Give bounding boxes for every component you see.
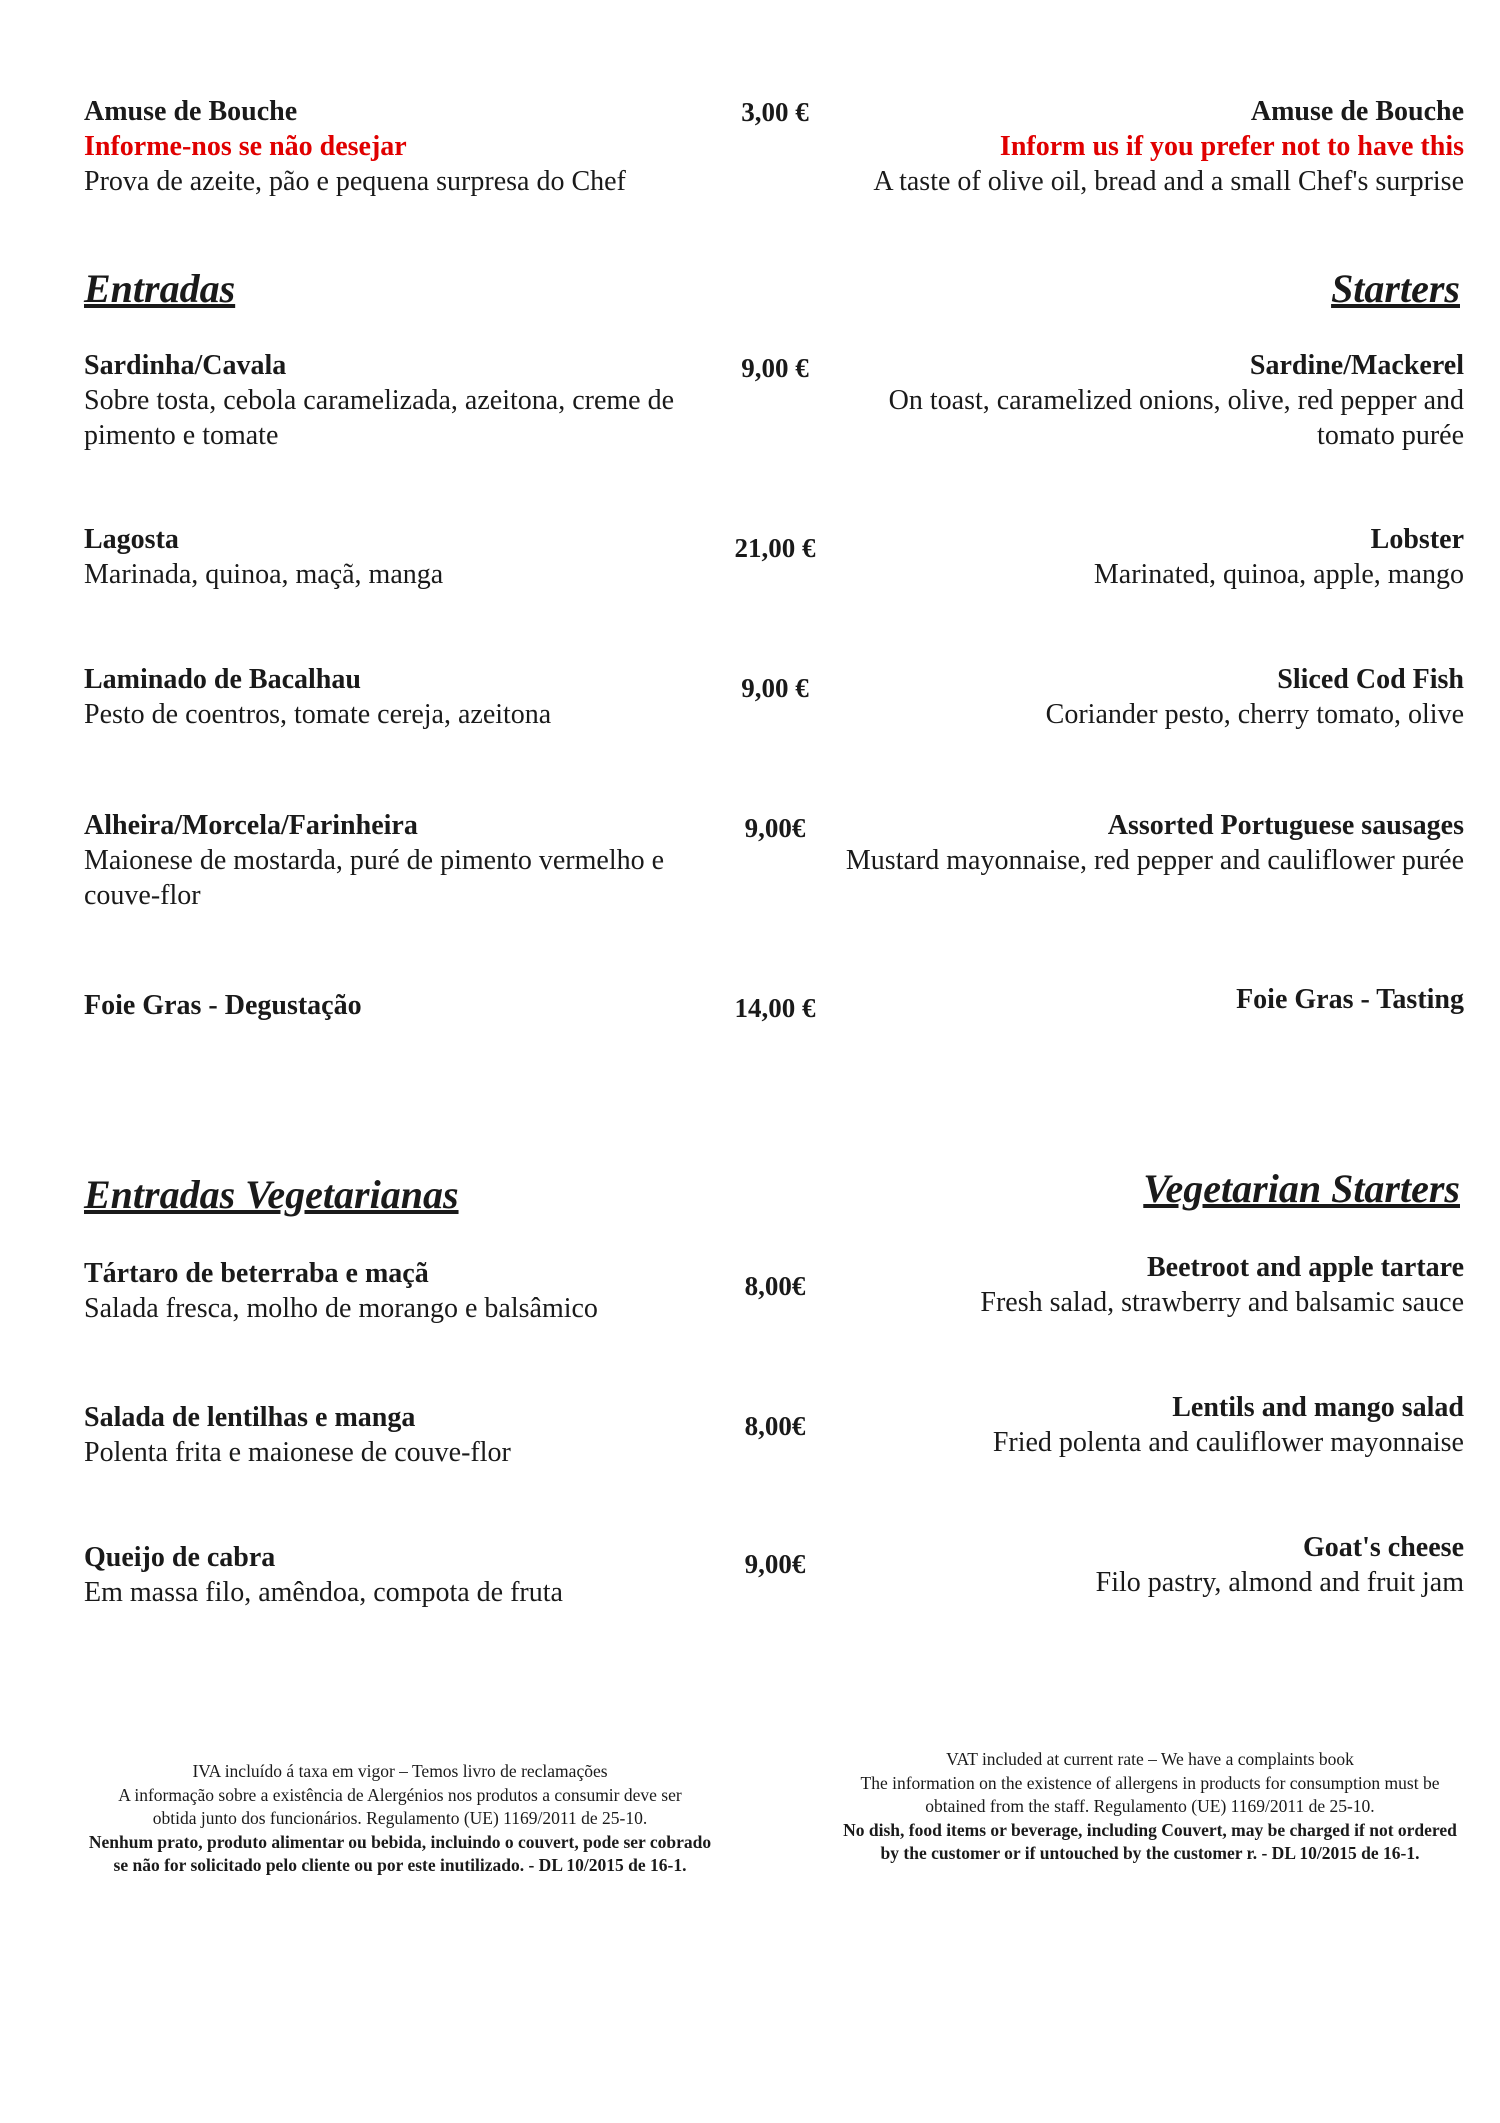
item-pt-name: Laminado de Bacalhau xyxy=(84,664,361,695)
footer-en-legal: No dish, food items or beverage, including Couvert, may be charged if not ordered by the customer or if untouched by the customer r. - DL 10/2015 de 16-1. xyxy=(843,1819,1457,1863)
list-item xyxy=(840,1250,1464,1320)
list-item xyxy=(84,348,724,453)
item-en-name: Sliced Cod Fish xyxy=(1277,664,1464,695)
list-item xyxy=(840,662,1464,732)
list-item xyxy=(84,1256,724,1326)
list-item xyxy=(84,662,724,732)
item-pt-name: Sardinha/Cavala xyxy=(84,350,287,381)
footer-pt-allergens: A informação sobre a existência de Alergénios nos produtos a consumir deve ser obtida junto dos funcionários. Regulamento (UE) 1169/2011 de 25-10. xyxy=(118,1784,682,1828)
item-en-desc: Filo pastry, almond and fruit jam xyxy=(1095,1567,1464,1598)
item-en-name: Foie Gras - Tasting xyxy=(1236,984,1464,1015)
footer-pt xyxy=(80,1760,720,1878)
item-price: 14,00 € xyxy=(734,993,816,1023)
item-en-desc: Coriander pesto, cherry tomato, olive xyxy=(1045,699,1464,730)
amuse-en-name: Amuse de Bouche xyxy=(1250,96,1464,127)
amuse-pt xyxy=(84,94,724,199)
item-pt-desc: Salada fresca, molho de morango e balsâmico xyxy=(84,1293,598,1324)
list-item xyxy=(84,988,724,1023)
amuse-price: 3,00 € xyxy=(741,97,809,127)
item-price: 9,00 € xyxy=(741,353,809,383)
amuse-pt-name: Amuse de Bouche xyxy=(84,96,298,127)
list-item xyxy=(840,982,1464,1017)
list-item xyxy=(84,522,724,592)
veg-pt-heading: Entradas Vegetarianas xyxy=(84,1172,459,1217)
footer-en xyxy=(840,1748,1460,1866)
item-price: 8,00€ xyxy=(744,1411,806,1441)
veg-en-heading: Vegetarian Starters xyxy=(1143,1166,1460,1211)
list-item xyxy=(840,808,1464,878)
starters-pt-heading: Entradas xyxy=(84,266,236,311)
item-en-desc: Marinated, quinoa, apple, mango xyxy=(1093,559,1464,590)
list-item xyxy=(84,808,724,913)
list-item xyxy=(840,1530,1464,1600)
amuse-pt-note: Informe-nos se não desejar xyxy=(84,131,407,162)
footer-en-allergens: The information on the existence of allergens in products for consumption must be obtained from the staff. Regulamento (UE) 1169/2011 de 25-10. xyxy=(860,1772,1440,1816)
item-price: 9,00€ xyxy=(744,1549,806,1579)
item-pt-desc: Marinada, quinoa, maçã, manga xyxy=(84,559,444,590)
item-en-desc: On toast, caramelized onions, olive, red pepper and tomato purée xyxy=(888,385,1464,451)
item-pt-name: Queijo de cabra xyxy=(84,1542,276,1573)
list-item xyxy=(84,1400,724,1470)
list-item xyxy=(84,1540,724,1610)
starters-en-heading: Starters xyxy=(1331,266,1460,311)
list-item xyxy=(840,348,1464,453)
item-price: 9,00 € xyxy=(741,673,809,703)
item-pt-name: Tártaro de beterraba e maçã xyxy=(84,1258,429,1289)
item-pt-name: Salada de lentilhas e manga xyxy=(84,1402,416,1433)
item-en-desc: Fresh salad, strawberry and balsamic sauce xyxy=(980,1287,1464,1318)
item-pt-desc: Pesto de coentros, tomate cereja, azeitona xyxy=(84,699,552,730)
item-en-desc: Fried polenta and cauliflower mayonnaise xyxy=(992,1427,1464,1458)
item-pt-name: Foie Gras - Degustação xyxy=(84,990,362,1021)
item-price: 9,00€ xyxy=(744,813,806,843)
item-en-name: Beetroot and apple tartare xyxy=(1146,1252,1464,1283)
item-en-name: Goat's cheese xyxy=(1303,1532,1464,1563)
item-en-name: Sardine/Mackerel xyxy=(1249,350,1464,381)
item-en-name: Assorted Portuguese sausages xyxy=(1107,810,1464,841)
footer-pt-vat: IVA incluído á taxa em vigor – Temos livro de reclamações xyxy=(192,1761,608,1781)
footer-en-vat: VAT included at current rate – We have a complaints book xyxy=(946,1749,1354,1769)
amuse-en xyxy=(840,94,1464,199)
list-item xyxy=(840,522,1464,592)
item-en-desc: Mustard mayonnaise, red pepper and cauliflower purée xyxy=(845,845,1464,876)
footer-pt-legal: Nenhum prato, produto alimentar ou bebida, incluindo o couvert, pode ser cobrado se não for solicitado pelo cliente ou por este inutilizado. - DL 10/2015 de 16-1. xyxy=(88,1831,712,1875)
item-pt-desc: Sobre tosta, cebola caramelizada, azeitona, creme de pimento e tomate xyxy=(84,385,675,451)
amuse-en-note: Inform us if you prefer not to have this xyxy=(999,131,1464,162)
item-price: 21,00 € xyxy=(734,533,816,563)
item-price: 8,00€ xyxy=(744,1271,806,1301)
item-pt-name: Lagosta xyxy=(84,524,179,555)
amuse-en-desc: A taste of olive oil, bread and a small Chef's surprise xyxy=(873,166,1464,197)
item-en-name: Lentils and mango salad xyxy=(1172,1392,1464,1423)
item-en-name: Lobster xyxy=(1370,524,1464,555)
amuse-pt-desc: Prova de azeite, pão e pequena surpresa do Chef xyxy=(84,166,626,197)
list-item xyxy=(840,1390,1464,1460)
item-pt-desc: Polenta frita e maionese de couve-flor xyxy=(84,1437,511,1468)
item-pt-name: Alheira/Morcela/Farinheira xyxy=(84,810,418,841)
item-pt-desc: Maionese de mostarda, puré de pimento vermelho e couve-flor xyxy=(84,845,665,911)
item-pt-desc: Em massa filo, amêndoa, compota de fruta xyxy=(84,1577,563,1608)
